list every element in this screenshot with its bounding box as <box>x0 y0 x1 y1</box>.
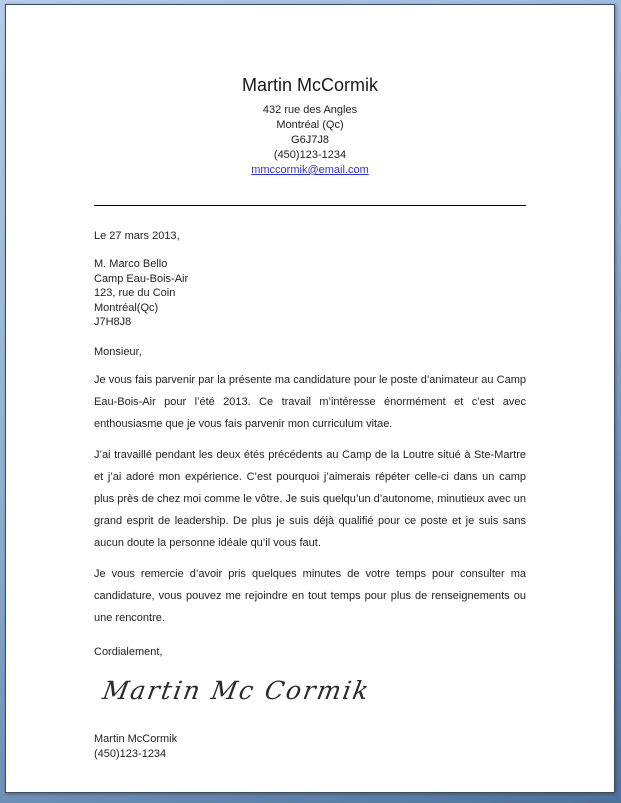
recipient-organization: Camp Eau-Bois-Air <box>94 272 189 285</box>
letter-date: Le 27 mars 2013, <box>94 230 180 242</box>
document-page <box>5 4 615 793</box>
recipient-city: Montréal(Qc) <box>94 301 159 314</box>
sender-address-city: Montréal (Qc) <box>276 119 344 131</box>
paragraph-introduction: Je vous fais parvenir par la présente ma candidature pour le poste d’animateur au Camp Eau-Bois-Air pour l’été 2013. Ce travail m’intéresse énormément et c’est avec enthousiasme que je vous fais parvenir mon curriculum vitae. <box>94 373 526 430</box>
closing: Cordialement, <box>94 645 163 658</box>
recipient-postal-code: J7H8J8 <box>94 316 132 328</box>
signer-block <box>94 732 526 762</box>
sender-phone: (450)123-1234 <box>273 149 347 161</box>
sender-name: Martin McCormik <box>241 75 378 95</box>
signer-phone: (450)123-1234 <box>94 747 167 760</box>
recipient-street: 123, rue du Coin <box>94 287 176 299</box>
paragraph-experience: J’ai travaillé pendant les deux étés précédents au Camp de la Loutre situé à Ste-Martre et j’ai adoré mon expérience. C’est pourquoi j’aimerais répéter celle-ci dans un camp plus près de chez moi comme le vôtre. Je suis quelqu’un d’autonome, minutieux avec un grand esprit de leadership. De plus je suis déjà qualifié pour ce poste et je suis sans aucun doute la personne idéale qu’il vous faut. <box>94 448 526 549</box>
letter-header <box>94 73 526 206</box>
sender-email-link[interactable]: mmccormik@email.com <box>251 164 369 176</box>
handwritten-signature: Martin Mc Cormik <box>100 675 373 705</box>
sender-address-street: 432 rue des Angles <box>262 104 358 116</box>
sender-postal-code: G6J7J8 <box>291 134 329 146</box>
letter-content <box>6 5 614 762</box>
recipient-block <box>94 257 526 330</box>
paragraph-thanks: Je vous remercie d’avoir pris quelques minutes de votre temps pour consulter ma candidature, vous pouvez me rejoindre en tout temps pour plus de renseignements ou une rencontre. <box>94 567 526 624</box>
recipient-name: M. Marco Bello <box>94 258 168 270</box>
signer-name: Martin McCormik <box>94 732 178 745</box>
salutation: Monsieur, <box>94 345 142 358</box>
